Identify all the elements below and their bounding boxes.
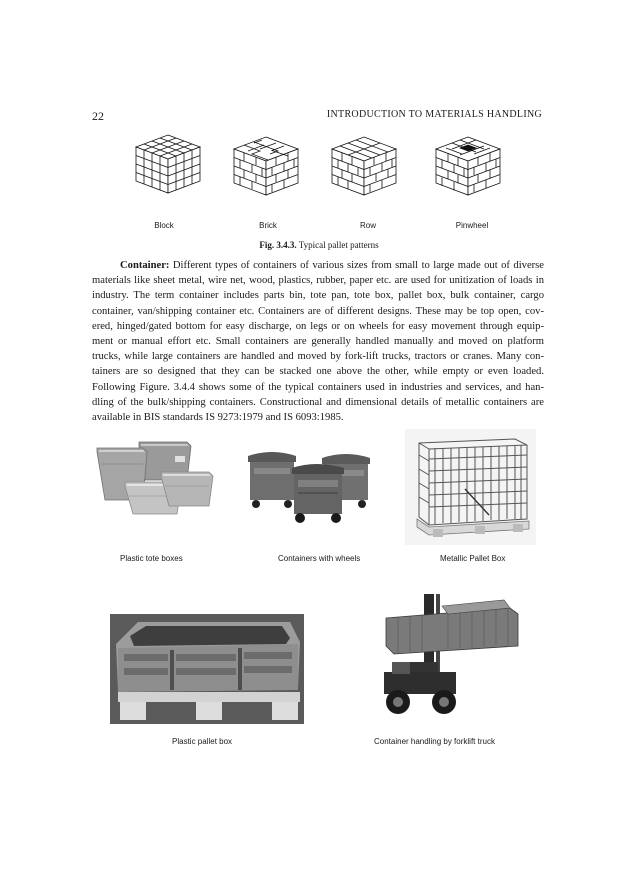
photo-caption-forklift-container-handling: Container handling by forklift truck xyxy=(374,737,495,746)
paragraph-line: available in BIS standards IS 9273:1979 and IS 6093:1985. xyxy=(92,412,344,424)
pattern-label-block: Block xyxy=(154,221,174,230)
plastic-tote-boxes-photo xyxy=(95,434,219,520)
containers-with-wheels-photo xyxy=(244,448,375,526)
paragraph-line: ment or manual effort etc. Small containers are generally handled manually and moved on platform xyxy=(92,336,544,348)
paragraph-lead: Container: xyxy=(120,260,170,271)
brick-pattern-illustration xyxy=(232,135,300,197)
page-number: 22 xyxy=(92,109,104,123)
pattern-label-brick: Brick xyxy=(259,221,277,230)
plastic-pallet-box-photo xyxy=(110,614,304,724)
paragraph-line: dling of the bulk/shipping containers. Constructional and dimensional details of metallic containers are xyxy=(92,396,544,408)
paragraph-line: industry. The term container includes parts bin, tote pan, tote box, pallet box, bulk container, cargo xyxy=(92,290,544,302)
photo-caption-metallic-pallet-box: Metallic Pallet Box xyxy=(440,554,506,563)
pattern-label-row: Row xyxy=(359,221,376,230)
running-title: INTRODUCTION TO MATERIALS HANDLING xyxy=(326,109,542,120)
photo-caption-plastic-tote-boxes: Plastic tote boxes xyxy=(120,554,183,563)
forklift-truck-photo xyxy=(378,590,522,724)
metallic-pallet-box-photo xyxy=(405,429,536,545)
photo-caption-plastic-pallet-box: Plastic pallet box xyxy=(172,737,233,746)
figure-caption xyxy=(0,240,638,250)
paragraph-line: container, van/shipping container etc. Containers are of different designs. These may be top open, cov- xyxy=(92,305,544,317)
paragraph-line: tainers are so designed that they can be stacked one above the other, while empty or even loaded. xyxy=(92,366,544,378)
block-pattern-illustration xyxy=(134,133,202,195)
pattern-label-pinwheel: Pinwheel xyxy=(455,221,489,230)
paragraph-line: ered, hinged/gated bottom for easy discharge, on legs or on wheels for easy movement through equip- xyxy=(92,320,544,332)
paragraph-line: Container: Different types of containers of various sizes from small to large made out of diverse xyxy=(120,260,544,271)
row-pattern-illustration xyxy=(330,135,398,197)
body-paragraph xyxy=(92,258,544,425)
figure-number: Fig. 3.4.3. xyxy=(259,240,297,250)
paragraph-line: materials like sheet metal, wire net, wood, plastics, rubber, paper etc. are used for unitization of loads in xyxy=(92,275,544,287)
paragraph-line: trucks, while large containers are handled and moved by fork-lift trucks, tractors or cranes. Many con- xyxy=(92,351,544,363)
figure-caption-text: Typical pallet patterns xyxy=(298,240,379,250)
page-header xyxy=(92,109,542,123)
pinwheel-pattern-illustration xyxy=(434,135,502,197)
photo-caption-containers-with-wheels: Containers with wheels xyxy=(278,554,361,563)
paragraph-line: Following Figure. 3.4.4 shows some of the typical containers used in industries and services, and han- xyxy=(92,381,544,393)
